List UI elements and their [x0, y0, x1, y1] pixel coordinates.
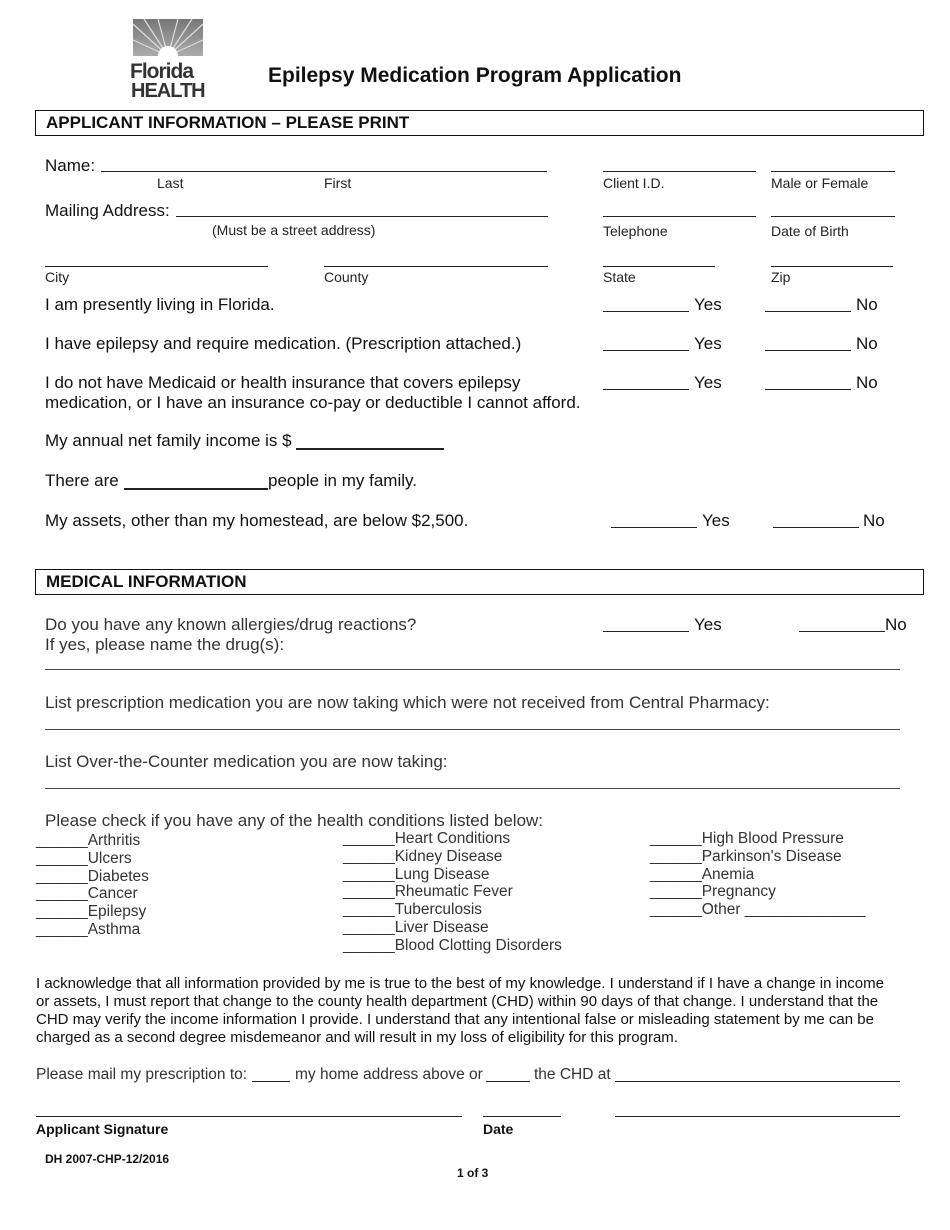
allergy-no: No	[885, 615, 907, 634]
assets-yes-blank[interactable]	[611, 527, 697, 528]
family-pre: There are	[45, 471, 119, 490]
mail-chd-blank[interactable]	[486, 1081, 530, 1082]
form-number: DH 2007-CHP-12/2016	[45, 1152, 170, 1166]
county-caption: County	[324, 269, 369, 285]
telephone-field[interactable]	[603, 216, 756, 217]
allergy-name-prompt: If yes, please name the drug(s):	[45, 635, 285, 654]
applicant-section-title: APPLICANT INFORMATION – PLEASE PRINT	[46, 113, 410, 132]
assets-yes: Yes	[702, 511, 730, 530]
mail-home-text: my home address above or	[295, 1066, 483, 1083]
date-caption: Date	[483, 1121, 514, 1137]
allergy-no-blank[interactable]	[799, 631, 885, 632]
epilepsy-no: No	[856, 334, 878, 353]
insurance-yes-blank[interactable]	[603, 389, 689, 390]
family-post: people in my family.	[268, 471, 417, 490]
condition-item[interactable]: ______Other ______________	[650, 901, 866, 919]
applicant-section-header	[35, 110, 924, 136]
condition-item[interactable]: ______Arthritis	[36, 832, 141, 849]
zip-field[interactable]	[771, 266, 893, 267]
condition-item[interactable]: ______Kidney Disease	[343, 847, 503, 865]
dob-field[interactable]	[771, 216, 895, 217]
otc-list-prompt: List Over-the-Counter medication you are now taking:	[45, 752, 448, 771]
zip-caption: Zip	[771, 269, 791, 285]
rx-list-field[interactable]	[45, 729, 900, 730]
condition-item[interactable]: ______Blood Clotting Disorders	[343, 936, 562, 954]
condition-item[interactable]: ______Liver Disease	[343, 918, 489, 936]
mailing-label: Mailing Address:	[45, 201, 170, 220]
name-field[interactable]	[101, 171, 547, 172]
acknowledgement-text: I acknowledge that all information provided by me is true to the best of my knowledge. I understand if I have a change in income or assets, I must report that change to the county health department (CHD) within 90 days of that change. I understand that the CHD may verify the income information I provide. I understand that any intentional false or misleading statement by me can be charged as a second degree misdemeanor and will result in my loss of eligibility for this program.	[36, 975, 884, 1046]
mail-chd-text: the CHD at	[534, 1066, 611, 1083]
city-caption: City	[45, 269, 70, 285]
condition-item[interactable]: ______Epilepsy	[36, 903, 147, 921]
condition-item[interactable]: ______Pregnancy	[650, 883, 776, 901]
allergy-question: Do you have any known allergies/drug reactions?	[45, 615, 417, 634]
insurance-no-blank[interactable]	[765, 389, 851, 390]
condition-item[interactable]: ______Parkinson's Disease	[650, 847, 842, 865]
conditions-col2	[343, 830, 562, 955]
state-field[interactable]	[603, 266, 715, 267]
condition-item[interactable]: ______High Blood Pressure	[650, 830, 844, 847]
telephone-caption: Telephone	[603, 223, 668, 239]
rx-list-prompt: List prescription medication you are now taking which were not received from Central Pharmacy:	[45, 693, 770, 712]
mail-prompt: Please mail my prescription to:	[36, 1066, 248, 1083]
allergy-yes: Yes	[694, 615, 722, 634]
florida-no: No	[856, 295, 878, 314]
condition-item[interactable]: ______Ulcers	[36, 849, 132, 867]
dob-caption: Date of Birth	[771, 223, 849, 239]
state-caption: State	[603, 269, 636, 285]
county-field[interactable]	[324, 266, 548, 267]
medical-section-title: MEDICAL INFORMATION	[46, 572, 247, 591]
florida-no-blank[interactable]	[765, 311, 851, 312]
name-label: Name:	[45, 156, 96, 175]
florida-health-logo	[130, 18, 206, 102]
city-field[interactable]	[45, 266, 268, 267]
extra-signature-field[interactable]	[615, 1116, 900, 1117]
income-statement: My annual net family income is $	[45, 431, 292, 450]
conditions-col1	[36, 832, 149, 939]
florida-yes: Yes	[694, 295, 722, 314]
condition-item[interactable]: ______Asthma	[36, 920, 141, 938]
otc-list-field[interactable]	[45, 788, 900, 789]
assets-statement: My assets, other than my homestead, are below $2,500.	[45, 511, 469, 530]
insurance-no: No	[856, 373, 878, 392]
assets-no: No	[863, 511, 885, 530]
condition-item[interactable]: ______Rheumatic Fever	[343, 883, 513, 901]
sex-caption: Male or Female	[771, 175, 869, 191]
epilepsy-yes-blank[interactable]	[603, 350, 689, 351]
condition-item[interactable]: ______Anemia	[650, 865, 755, 883]
client-id-field[interactable]	[603, 171, 756, 172]
mail-home-blank[interactable]	[252, 1081, 290, 1082]
condition-item[interactable]: ______Lung Disease	[343, 865, 490, 883]
last-caption: Last	[157, 175, 184, 191]
conditions-col3	[650, 830, 865, 919]
signature-field[interactable]	[36, 1116, 462, 1117]
page-number: 1 of 3	[457, 1166, 489, 1180]
conditions-prompt: Please check if you have any of the health conditions listed below:	[45, 811, 544, 830]
epilepsy-statement: I have epilepsy and require medication. (Prescription attached.)	[45, 334, 522, 353]
street-note: (Must be a street address)	[212, 222, 376, 238]
form-title: Epilepsy Medication Program Application	[268, 64, 682, 87]
condition-item[interactable]: ______Diabetes	[36, 867, 149, 885]
insurance-statement-line1: I do not have Medicaid or health insurance that covers epilepsy	[45, 373, 521, 392]
signature-caption: Applicant Signature	[36, 1121, 169, 1137]
logo-text-top: Florida	[130, 60, 194, 83]
epilepsy-no-blank[interactable]	[765, 350, 851, 351]
condition-item[interactable]: ______Tuberculosis	[343, 901, 483, 919]
epilepsy-yes: Yes	[694, 334, 722, 353]
client-id-caption: Client I.D.	[603, 175, 665, 191]
logo-text-bottom: HEALTH	[131, 80, 205, 102]
income-field[interactable]	[296, 448, 444, 450]
assets-no-blank[interactable]	[773, 527, 859, 528]
condition-item[interactable]: ______Cancer	[36, 885, 138, 903]
chd-address-field[interactable]	[615, 1081, 900, 1082]
allergy-yes-blank[interactable]	[603, 631, 689, 632]
insurance-statement-line2: medication, or I have an insurance co-pay or deductible I cannot afford.	[45, 393, 581, 412]
florida-statement: I am presently living in Florida.	[45, 295, 275, 314]
medical-section-header	[35, 569, 924, 595]
condition-item[interactable]: ______Heart Conditions	[343, 830, 511, 847]
first-caption: First	[324, 175, 352, 191]
family-count-field[interactable]	[124, 488, 268, 490]
date-field[interactable]	[483, 1116, 561, 1117]
sex-field[interactable]	[771, 171, 895, 172]
allergy-drugs-field[interactable]	[45, 669, 900, 670]
florida-yes-blank[interactable]	[603, 311, 689, 312]
insurance-yes: Yes	[694, 373, 722, 392]
mailing-field[interactable]	[176, 216, 548, 217]
